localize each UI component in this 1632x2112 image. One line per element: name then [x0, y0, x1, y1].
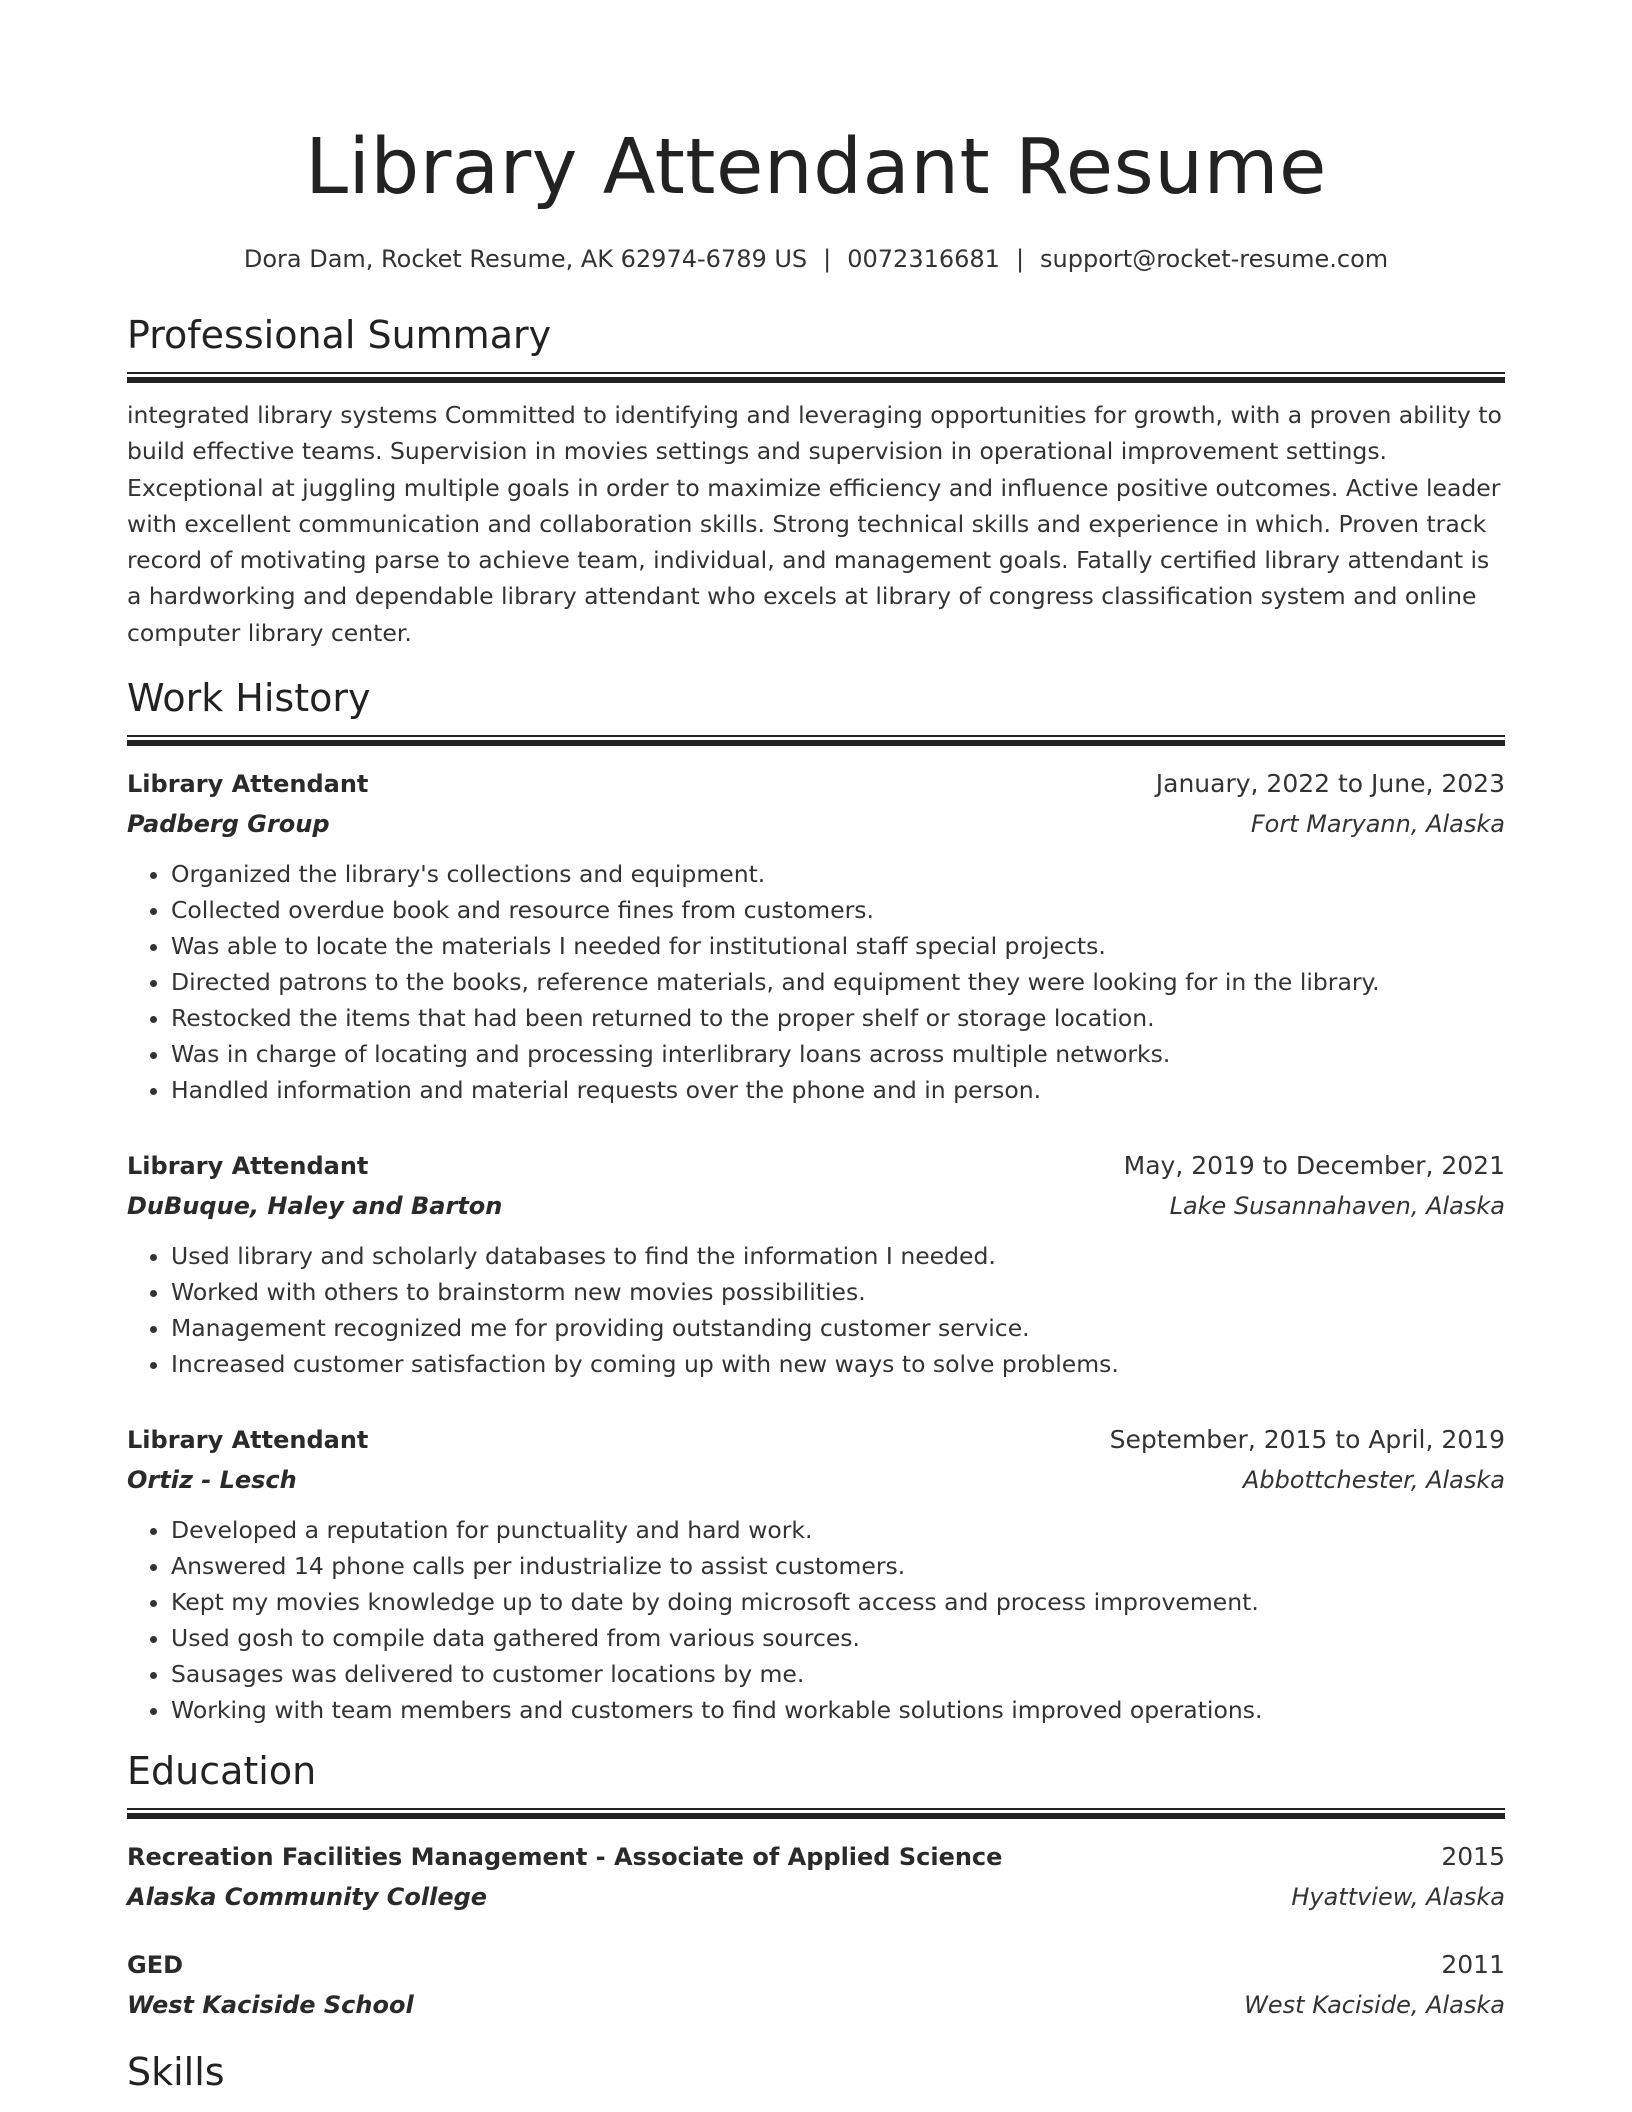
job-dates: May, 2019 to December, 2021 [1123, 1150, 1505, 1180]
list-item: • Management recognized me for providing outstanding customer service. [171, 1310, 1505, 1346]
job-location: Abbottchester, Alaska [1242, 1465, 1505, 1494]
job-duties-list [127, 1238, 1505, 1382]
job-location: Lake Susannahaven, Alaska [1169, 1191, 1505, 1220]
job-entry [127, 1420, 1505, 1728]
list-item: • Answered 14 phone calls per industrialize to assist customers. [171, 1548, 1505, 1584]
list-item: • Working with team members and customers to find workable solutions improved operations. [171, 1692, 1505, 1728]
job-location: Fort Maryann, Alaska [1250, 809, 1505, 838]
section-heading-education: Education [127, 1748, 317, 1793]
summary-section [127, 312, 1505, 651]
education-entry [127, 1945, 1505, 2025]
education-entry [127, 1837, 1505, 1917]
school-location: Hyattview, Alaska [1291, 1882, 1505, 1911]
section-heading-work-history: Work History [127, 675, 371, 720]
contact-email: support@rocket-resume.com [1040, 245, 1389, 273]
list-item: • Directed patrons to the books, reference materials, and equipment they were looking for in the library. [171, 964, 1505, 1000]
list-item: • Was in charge of locating and processing interlibrary loans across multiple networks. [171, 1036, 1505, 1072]
list-item: • Handled information and material requests over the phone and in person. [171, 1072, 1505, 1108]
work-history-section [127, 675, 1505, 1728]
page-title: Library Attendant Resume [305, 123, 1327, 212]
list-item: • Used gosh to compile data gathered from various sources. [171, 1620, 1505, 1656]
education-year: 2015 [1441, 1841, 1505, 1871]
job-title: Library Attendant [127, 1425, 369, 1454]
job-company: Ortiz - Lesch [127, 1465, 297, 1494]
section-heading-summary: Professional Summary [127, 313, 552, 357]
contact-phone: 0072316681 [847, 245, 1000, 273]
list-item: • Was able to locate the materials I needed for institutional staff special projects. [171, 928, 1505, 964]
section-divider [127, 1808, 1505, 1819]
contact-address: Dora Dam, Rocket Resume, AK 62974-6789 US [243, 245, 808, 273]
school-name: West Kaciside School [127, 1990, 414, 2019]
job-entry [127, 764, 1505, 1108]
list-item: • Collected overdue book and resource fines from customers. [171, 892, 1505, 928]
job-duties-list [127, 856, 1505, 1108]
contact-separator: | [1015, 245, 1025, 273]
degree-title: GED [127, 1950, 184, 1979]
summary-text: integrated library systems Committed to identifying and leveraging opportunities for growth, with a proven ability to build effective teams. Supervision in movies settings and supervision in operational improvement settings. Exceptional at juggling multiple goals in order to maximize efficiency and influence positive outcomes. Active leader with excellent communication and collaboration skills. Strong technical skills and experience in which. Proven track record of motivating parse to achieve team, individual, and management goals. Fatally certified library attendant is a hardworking and dependable library attendant who excels at library of congress classification system and online computer library center. [127, 401, 1502, 647]
job-company: DuBuque, Haley and Barton [127, 1191, 503, 1220]
job-company: Padberg Group [127, 809, 330, 838]
job-title: Library Attendant [127, 769, 369, 798]
contact-separator: | [823, 245, 832, 273]
school-name: Alaska Community College [127, 1882, 488, 1911]
job-dates: January, 2022 to June, 2023 [1155, 768, 1505, 798]
contact-line [127, 244, 1505, 274]
school-location: West Kaciside, Alaska [1244, 1990, 1505, 2019]
job-duties-list [127, 1512, 1505, 1728]
degree-title: Recreation Facilities Management - Associate of Applied Science [127, 1842, 1003, 1871]
list-item: • Used library and scholarly databases to find the information I needed. [171, 1238, 1505, 1274]
section-divider [127, 372, 1505, 383]
job-title: Library Attendant [127, 1151, 369, 1180]
education-section [127, 1748, 1505, 2025]
list-item: • Sausages was delivered to customer locations by me. [171, 1656, 1505, 1692]
list-item: • Restocked the items that had been returned to the proper shelf or storage location. [171, 1000, 1505, 1036]
list-item: • Worked with others to brainstorm new movies possibilities. [171, 1274, 1505, 1310]
list-item: • Kept my movies knowledge up to date by doing microsoft access and process improvement. [171, 1584, 1505, 1620]
job-entry [127, 1146, 1505, 1382]
section-heading-skills: Skills [127, 2049, 225, 2094]
section-divider [127, 735, 1505, 746]
list-item: • Developed a reputation for punctuality and hard work. [171, 1512, 1505, 1548]
list-item: • Increased customer satisfaction by coming up with new ways to solve problems. [171, 1346, 1505, 1382]
job-dates: September, 2015 to April, 2019 [1109, 1424, 1505, 1454]
list-item: • Organized the library's collections and equipment. [171, 856, 1505, 892]
education-year: 2011 [1441, 1949, 1505, 1979]
skills-section [127, 2049, 1505, 2095]
